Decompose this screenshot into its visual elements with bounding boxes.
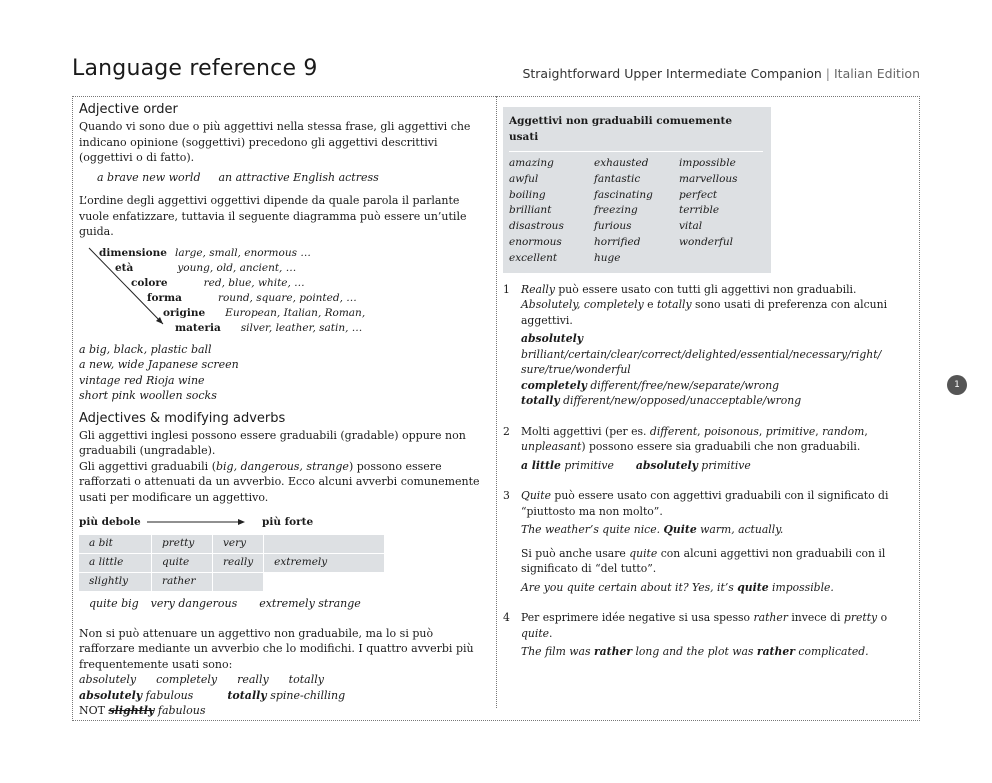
box-grid: amazing exhausted impossible awful fantastic marvellous boiling fascinating perfect brilliant freezing terrible disastrous furious vital enormous horrified wonderful excellent huge	[509, 157, 738, 264]
adjective-order-examples	[79, 170, 489, 186]
ungradable-adjectives-box	[503, 107, 771, 273]
adverb-scale	[79, 515, 489, 533]
weaker-label: più debole	[79, 516, 141, 528]
modifying-p1: Gli aggettivi inglesi possono essere graduabili (gradable) oppure non graduabili (ungradable).	[79, 428, 466, 457]
right-column	[503, 101, 913, 660]
not-example: NOT slightly fabulous	[79, 704, 206, 717]
diagram-row-origin: origine European, Italian, Roman,	[163, 306, 366, 319]
note-1: 1 Really può essere usato con tutti gli aggettivi non graduabili. Absolutely, completely e totally sono usati di preferenza con alcuni aggettivi. absolutely brilliant/certain/clear/correct/delighted/essential/necessary/right/ sure/true/wonderful completely different/free/new/separate/wrong totally different/new/opposed/unacceptable/wrong	[503, 282, 888, 408]
left-column	[79, 101, 489, 719]
adverb-row-2: a little quite really extremely	[79, 554, 385, 573]
sample-1: a big, black, plastic ball	[79, 342, 212, 356]
book-title: Straightforward Upper Intermediate Companion | Italian Edition	[522, 66, 920, 81]
column-divider	[496, 96, 497, 708]
modifying-p2: Gli aggettivi graduabili (big, dangerous, strange) possono essere rafforzati o attenuati da un avverbio. Ecco alcuni avverbi comunemente usati per modificare un aggettivo.	[79, 459, 480, 504]
example-2: an attractive English actress	[218, 170, 379, 184]
diagram-row-shape: forma round, square, pointed, …	[147, 291, 357, 304]
ungradable-adverbs: absolutely completely really totally	[79, 673, 324, 686]
note-3: 3 Quite può essere usato con aggettivi graduabili con il significato di “piuttosto ma non molto”. The weather’s quite nice. Quite warm, actually. Si può anche usare quite con alcuni aggettivi non graduabili con il significato di “del tutto”. Are you quite certain about it? Yes, it’s quite impossible.	[503, 489, 889, 594]
diagram-row-dimension: dimensione large, small, enormous …	[99, 246, 311, 259]
adverb-row-3: slightly rather	[79, 573, 385, 592]
adverb-row-1: a bit pretty very	[79, 535, 385, 554]
page-title: Language reference 9	[72, 56, 318, 81]
box-heading: Aggettivi non graduabili comuemente usati	[509, 114, 763, 152]
adverb-examples: quite big very dangerous extremely strange	[89, 597, 361, 610]
modifying-adverbs-heading: Adjectives & modifying adverbs	[79, 410, 286, 426]
adjective-order-heading: Adjective order	[79, 102, 178, 117]
diagram-row-colour: colore red, blue, white, …	[131, 276, 305, 289]
adjective-order-diagram	[79, 244, 489, 336]
note-2: 2 Molti aggettivi (per es. different, poisonous, primitive, random, unpleasant) possono essere sia graduabili che non graduabili. a little primitive absolutely primitive	[503, 424, 868, 472]
adjective-order-intro: Quando vi sono due o più aggettivi nella stessa frase, gli aggettivi che indicano opinione (soggettivi) precedono gli aggettivi descrittivi (oggettivi o di fatto).	[79, 120, 471, 164]
sample-3: vintage red Rioja wine	[79, 373, 205, 387]
ungradable-examples: absolutely fabulous totally spine-chilling	[79, 688, 346, 702]
note-4: 4 Per esprimere idée negative si usa spesso rather invece di pretty o quite. The film was rather long and the plot was rather complicated.	[503, 611, 888, 659]
example-1: a brave new world	[97, 170, 201, 184]
modifying-p3: Non si può attenuare un aggettivo non graduabile, ma lo si può rafforzare mediante un avverbio che lo modifichi. I quattro avverbi più frequentemente usati sono:	[79, 626, 474, 671]
edition-label: Italian Edition	[834, 66, 920, 81]
stronger-label: più forte	[262, 516, 314, 528]
adverb-table	[79, 535, 385, 592]
adjective-order-p2: L’ordine degli aggettivi oggettivi dipende da quale parola il parlante vuole enfatizzare, tuttavia il seguente diagramma può essere un’utile guida.	[79, 194, 467, 238]
book-name: Straightforward Upper Intermediate Companion	[522, 66, 822, 81]
sample-4: short pink woollen socks	[79, 389, 217, 402]
diagram-row-material: materia silver, leather, satin, …	[175, 321, 363, 334]
diagram-row-age: età young, old, ancient, …	[115, 261, 297, 274]
sample-2: a new, wide Japanese screen	[79, 358, 239, 371]
page-badge: 1	[947, 375, 967, 395]
adjective-samples	[79, 342, 489, 404]
